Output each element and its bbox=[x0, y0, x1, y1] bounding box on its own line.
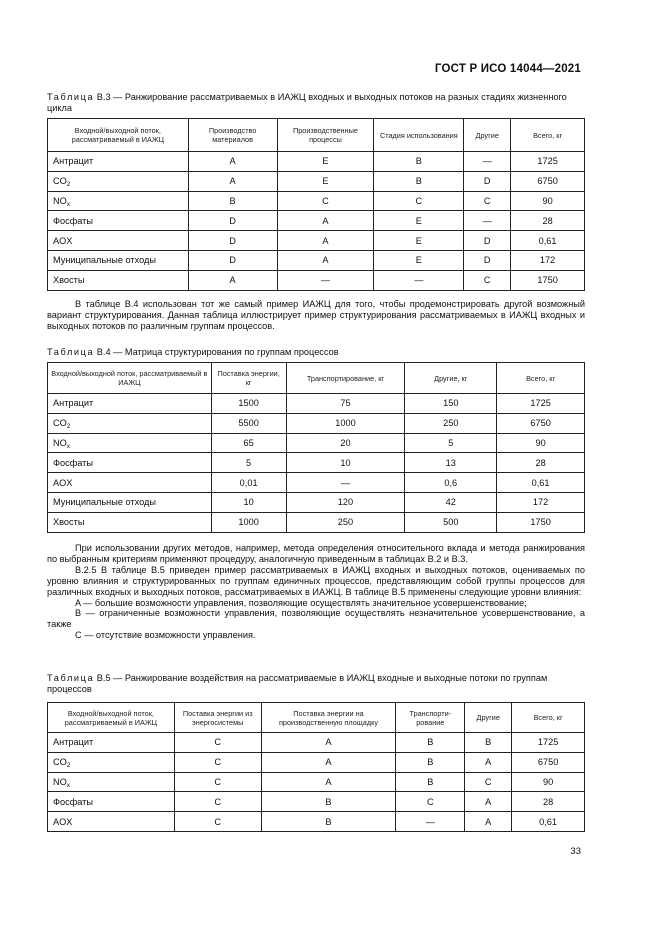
table-b4-cell: 5 bbox=[405, 433, 497, 453]
table-b5-cell: A bbox=[465, 752, 512, 772]
table-b3-cell: E bbox=[374, 231, 464, 251]
table-b4-row-label: $CO_2$ bbox=[48, 413, 212, 433]
table-b5-row bbox=[48, 733, 585, 753]
table-b3-cell: 1750 bbox=[511, 270, 585, 290]
table-b3-cell: D bbox=[188, 211, 277, 231]
table-b4-row bbox=[48, 433, 585, 453]
table-b3-cell: D bbox=[464, 231, 511, 251]
table-b3-row bbox=[48, 211, 585, 231]
table-b5-cell: B bbox=[261, 812, 396, 832]
table-b3-caption bbox=[47, 92, 585, 114]
table-b5-row-label: $CO_2$ bbox=[48, 752, 175, 772]
table-b4-cell: 500 bbox=[405, 512, 497, 532]
table-b4-cell: 1000 bbox=[286, 413, 405, 433]
table-b3-caption-text: В.3 — Ранжирование рассматриваемых в ИАЖЦ входных и выходных потоков на разных стадиях жизненного цикла bbox=[47, 92, 567, 113]
table-b3-cell: B bbox=[188, 191, 277, 211]
table-b3-cell: D bbox=[464, 250, 511, 270]
table-b4-cell: 0,6 bbox=[405, 473, 497, 493]
table-b3-cell: A bbox=[188, 171, 277, 191]
table-b4-cell: 28 bbox=[497, 453, 585, 473]
body-paragraphs bbox=[47, 543, 585, 641]
table-b4-header-cell: Входной/выходной поток, рассматриваемый в ИАЖЦ bbox=[48, 363, 212, 394]
table-b3-header-cell: Производство материалов bbox=[188, 119, 277, 152]
table-b3-cell: A bbox=[277, 231, 374, 251]
table-b3-cell: — bbox=[464, 152, 511, 172]
table-b3-row bbox=[48, 191, 585, 211]
table-b4-caption-label: Таблица bbox=[47, 347, 95, 357]
table-b5-cell: B bbox=[396, 752, 465, 772]
table-b3-cell: C bbox=[374, 191, 464, 211]
table-b3-cell: B bbox=[374, 171, 464, 191]
table-b3-body bbox=[48, 152, 585, 291]
table-b3-row bbox=[48, 270, 585, 290]
table-b4-cell: 20 bbox=[286, 433, 405, 453]
table-b4-row bbox=[48, 413, 585, 433]
table-b3 bbox=[47, 118, 585, 291]
paragraph-b4-intro bbox=[47, 299, 585, 332]
table-b5-header-cell: Транспорти-рование bbox=[396, 703, 465, 733]
table-b5-cell: A bbox=[465, 792, 512, 812]
table-b5-body bbox=[48, 733, 585, 832]
table-b3-cell: C bbox=[464, 191, 511, 211]
table-b4-cell: 1000 bbox=[211, 512, 286, 532]
table-b4-header-cell: Транспортирование, кг bbox=[286, 363, 405, 394]
table-b3-cell: D bbox=[464, 171, 511, 191]
table-b4-cell: 0,61 bbox=[497, 473, 585, 493]
table-b5-cell: A bbox=[261, 733, 396, 753]
table-b3-cell: 28 bbox=[511, 211, 585, 231]
table-b3-cell: C bbox=[464, 270, 511, 290]
table-b4-header-cell: Поставка энергии, кг bbox=[211, 363, 286, 394]
table-b4-row-label: Хвосты bbox=[48, 512, 212, 532]
table-b3-cell: — bbox=[464, 211, 511, 231]
table-b4-body bbox=[48, 394, 585, 533]
table-b5 bbox=[47, 702, 585, 832]
table-b3-cell: — bbox=[277, 270, 374, 290]
table-b5-cell: C bbox=[174, 752, 261, 772]
table-b4-cell: 1725 bbox=[497, 394, 585, 414]
table-b3-header-cell: Стадия использования bbox=[374, 119, 464, 152]
table-b3-cell: C bbox=[277, 191, 374, 211]
table-b3-cell: E bbox=[277, 171, 374, 191]
table-b4-cell: 10 bbox=[211, 492, 286, 512]
table-b4 bbox=[47, 362, 585, 533]
table-b4-cell: 6750 bbox=[497, 413, 585, 433]
table-b3-cell: 90 bbox=[511, 191, 585, 211]
table-b4-row-label: Муниципальные отходы bbox=[48, 492, 212, 512]
table-b5-row bbox=[48, 792, 585, 812]
table-b4-cell: 250 bbox=[286, 512, 405, 532]
table-b4-cell: 172 bbox=[497, 492, 585, 512]
table-b5-cell: C bbox=[174, 812, 261, 832]
table-b5-row-label: Фосфаты bbox=[48, 792, 175, 812]
table-b5-cell: B bbox=[465, 733, 512, 753]
table-b3-header-row bbox=[48, 119, 585, 152]
table-b5-cell: A bbox=[261, 752, 396, 772]
table-b3-row bbox=[48, 250, 585, 270]
table-b5-cell: 6750 bbox=[512, 752, 585, 772]
table-b3-cell: 0,61 bbox=[511, 231, 585, 251]
table-b4-cell: 10 bbox=[286, 453, 405, 473]
table-b4-cell: — bbox=[286, 473, 405, 493]
table-b3-row bbox=[48, 171, 585, 191]
table-b4-caption-text: В.4 — Матрица структурирования по группам процессов bbox=[96, 347, 339, 357]
table-b5-row bbox=[48, 752, 585, 772]
body-paragraph: В.2.5 В таблице В.5 приведен пример рассматриваемых в ИАЖЦ входных и выходных потоков, оцениваемых по уровню влияния и структурированных по группам единичных процессов, представляющим собой группы процессов для различных входных и выходных потоков, рассматриваемых в ИАЖЦ. В таблице В.5 применены следующие уровни влияния: bbox=[47, 564, 585, 597]
table-b3-cell: E bbox=[277, 152, 374, 172]
table-b5-row-label: AOX bbox=[48, 812, 175, 832]
table-b5-header-cell: Поставка энергии на производственную площадку bbox=[261, 703, 396, 733]
table-b4-header-cell: Всего, кг bbox=[497, 363, 585, 394]
table-b3-row-label: Антрацит bbox=[48, 152, 189, 172]
table-b4-row-label: Фосфаты bbox=[48, 453, 212, 473]
table-b4-row bbox=[48, 394, 585, 414]
body-paragraph: A — большие возможности управления, позволяющие осуществлять значительное усовершенствование; bbox=[75, 597, 527, 608]
table-b4-row bbox=[48, 453, 585, 473]
table-b4-row-label: Антрацит bbox=[48, 394, 212, 414]
table-b3-cell: 172 bbox=[511, 250, 585, 270]
table-b3-header-cell: Другие bbox=[464, 119, 511, 152]
table-b5-header-cell: Поставка энергии из энергосистемы bbox=[174, 703, 261, 733]
table-b5-cell: B bbox=[396, 772, 465, 792]
table-b5-caption bbox=[47, 673, 585, 695]
body-paragraph: B — ограниченные возможности управления, позволяющие осуществлять незначительное усовершенствование, а также bbox=[47, 608, 585, 630]
table-b5-cell: C bbox=[465, 772, 512, 792]
table-b3-cell: 1725 bbox=[511, 152, 585, 172]
table-b4-cell: 5500 bbox=[211, 413, 286, 433]
table-b4-cell: 120 bbox=[286, 492, 405, 512]
table-b3-cell: A bbox=[188, 270, 277, 290]
table-b3-row-label: AOX bbox=[48, 231, 189, 251]
table-b4-row-label: $NO_x$ bbox=[48, 433, 212, 453]
table-b5-cell: B bbox=[396, 733, 465, 753]
table-b4-cell: 250 bbox=[405, 413, 497, 433]
table-b5-caption-label: Таблица bbox=[47, 673, 95, 683]
table-b3-header-cell: Всего, кг bbox=[511, 119, 585, 152]
table-b3-row-label: Фосфаты bbox=[48, 211, 189, 231]
table-b3-cell: A bbox=[277, 250, 374, 270]
table-b3-cell: D bbox=[188, 250, 277, 270]
table-b3-cell: E bbox=[374, 250, 464, 270]
table-b3-cell: A bbox=[277, 211, 374, 231]
table-b4-header-cell: Другие, кг bbox=[405, 363, 497, 394]
table-b4-cell: 1500 bbox=[211, 394, 286, 414]
table-b4-cell: 42 bbox=[405, 492, 497, 512]
table-b3-header-cell: Входной/выходной поток, рассматриваемый в ИАЖЦ bbox=[48, 119, 189, 152]
table-b3-cell: D bbox=[188, 231, 277, 251]
page-number: 33 bbox=[570, 846, 581, 857]
table-b4-header-row bbox=[48, 363, 585, 394]
table-b3-row-label: $NO_x$ bbox=[48, 191, 189, 211]
table-b5-cell: 28 bbox=[512, 792, 585, 812]
table-b4-row-label: AOX bbox=[48, 473, 212, 493]
body-paragraph: C — отсутствие возможности управления. bbox=[75, 630, 256, 641]
table-b5-cell: C bbox=[174, 792, 261, 812]
table-b3-header-cell: Производственные процессы bbox=[277, 119, 374, 152]
paragraph-b4-intro-text: В таблице В.4 использован тот же самый пример ИАЖЦ для того, чтобы продемонстрировать другой возможный вариант структурирования. Данная таблица иллюстрирует пример структурирования рассматриваемых в ИАЖЦ входных и выходных потоков по различным группам процессов. bbox=[47, 299, 585, 331]
table-b4-cell: 5 bbox=[211, 453, 286, 473]
table-b5-cell: C bbox=[174, 772, 261, 792]
table-b3-cell: 6750 bbox=[511, 171, 585, 191]
table-b3-row-label: Хвосты bbox=[48, 270, 189, 290]
table-b5-cell: A bbox=[261, 772, 396, 792]
table-b5-cell: C bbox=[174, 733, 261, 753]
table-b3-cell: E bbox=[374, 211, 464, 231]
standard-designation: ГОСТ Р ИСО 14044—2021 bbox=[434, 63, 581, 75]
table-b3-row bbox=[48, 152, 585, 172]
table-b5-cell: C bbox=[396, 792, 465, 812]
table-b3-row-label: Муниципальные отходы bbox=[48, 250, 189, 270]
table-b3-caption-label: Таблица bbox=[47, 92, 95, 102]
table-b4-cell: 90 bbox=[497, 433, 585, 453]
table-b5-row bbox=[48, 772, 585, 792]
table-b4-cell: 75 bbox=[286, 394, 405, 414]
table-b3-cell: — bbox=[374, 270, 464, 290]
table-b5-header-cell: Входной/выходной поток, рассматриваемый в ИАЖЦ bbox=[48, 703, 175, 733]
table-b3-row-label: $CO_2$ bbox=[48, 171, 189, 191]
table-b4-cell: 1750 bbox=[497, 512, 585, 532]
table-b5-row bbox=[48, 812, 585, 832]
table-b3-cell: A bbox=[188, 152, 277, 172]
table-b5-row-label: $NO_x$ bbox=[48, 772, 175, 792]
table-b5-cell: 0,61 bbox=[512, 812, 585, 832]
table-b3-row bbox=[48, 231, 585, 251]
table-b5-cell: A bbox=[465, 812, 512, 832]
body-paragraph: При использовании других методов, например, метода определения относительного вклада и метода ранжирования по выбранным критериям применяют процедуру, аналогичную приведенным в таблицах В.2 и В.3. bbox=[47, 543, 585, 564]
table-b5-header-cell: Всего, кг bbox=[512, 703, 585, 733]
table-b4-row bbox=[48, 492, 585, 512]
table-b4-caption bbox=[47, 347, 585, 358]
table-b5-header-row bbox=[48, 703, 585, 733]
table-b5-cell: B bbox=[261, 792, 396, 812]
table-b3-cell: B bbox=[374, 152, 464, 172]
table-b5-cell: 1725 bbox=[512, 733, 585, 753]
table-b5-cell: — bbox=[396, 812, 465, 832]
table-b4-row bbox=[48, 512, 585, 532]
table-b5-cell: 90 bbox=[512, 772, 585, 792]
table-b5-row-label: Антрацит bbox=[48, 733, 175, 753]
table-b4-cell: 65 bbox=[211, 433, 286, 453]
table-b4-cell: 13 bbox=[405, 453, 497, 473]
table-b4-cell: 0,01 bbox=[211, 473, 286, 493]
table-b5-caption-text: В.5 — Ранжирование воздействия на рассматриваемые в ИАЖЦ входные и выходные потоки по группам процессов bbox=[47, 673, 548, 694]
table-b4-cell: 150 bbox=[405, 394, 497, 414]
table-b4-row bbox=[48, 473, 585, 493]
table-b5-header-cell: Другие bbox=[465, 703, 512, 733]
